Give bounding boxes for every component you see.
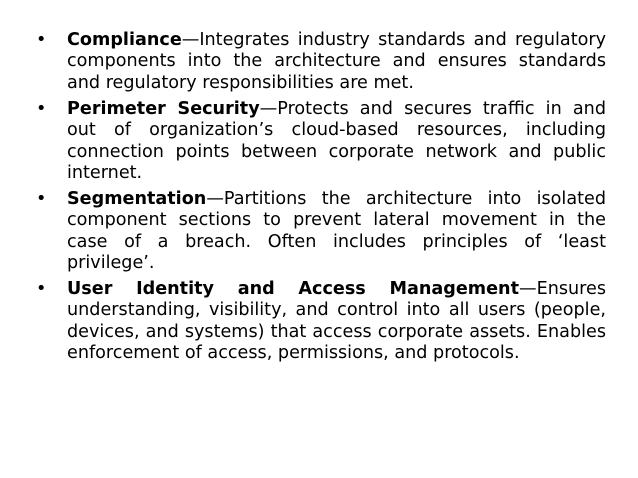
bullet-item-segmentation [36,189,606,275]
bullet-icon: • [36,188,47,209]
bullet-term: Perimeter Security [67,98,260,119]
bullet-description: —Partitions the architecture into isolated component sections to prevent lateral movement in the case of a breach. Often includes principles of ‘least privilege’. [67,188,606,274]
bullet-item-user-identity-access-management [36,279,606,365]
bullet-list [36,30,606,365]
bullet-item-perimeter-security [36,99,606,185]
bullet-description: —Integrates industry standards and regulatory components into the architecture and ensures standards and regulatory responsibilities are met. [67,30,606,93]
bullet-icon: • [36,278,47,299]
bullet-icon: • [36,30,47,50]
bullet-term: Compliance [67,30,182,50]
bullet-description: —Ensures understanding, visibility, and control into all users (people, devices, and systems) that access corporate assets. Enables enforcement of access, permissions, and protocols. [67,278,606,364]
bullet-term: User Identity and Access Management [67,278,519,299]
bullet-icon: • [36,98,47,119]
bullet-term: Segmentation [67,188,207,209]
bullet-item-compliance [36,30,606,94]
bullet-description: —Protects and secures traffic in and out of organization’s cloud-based resources, including connection points between corporate network and public internet. [67,98,606,183]
